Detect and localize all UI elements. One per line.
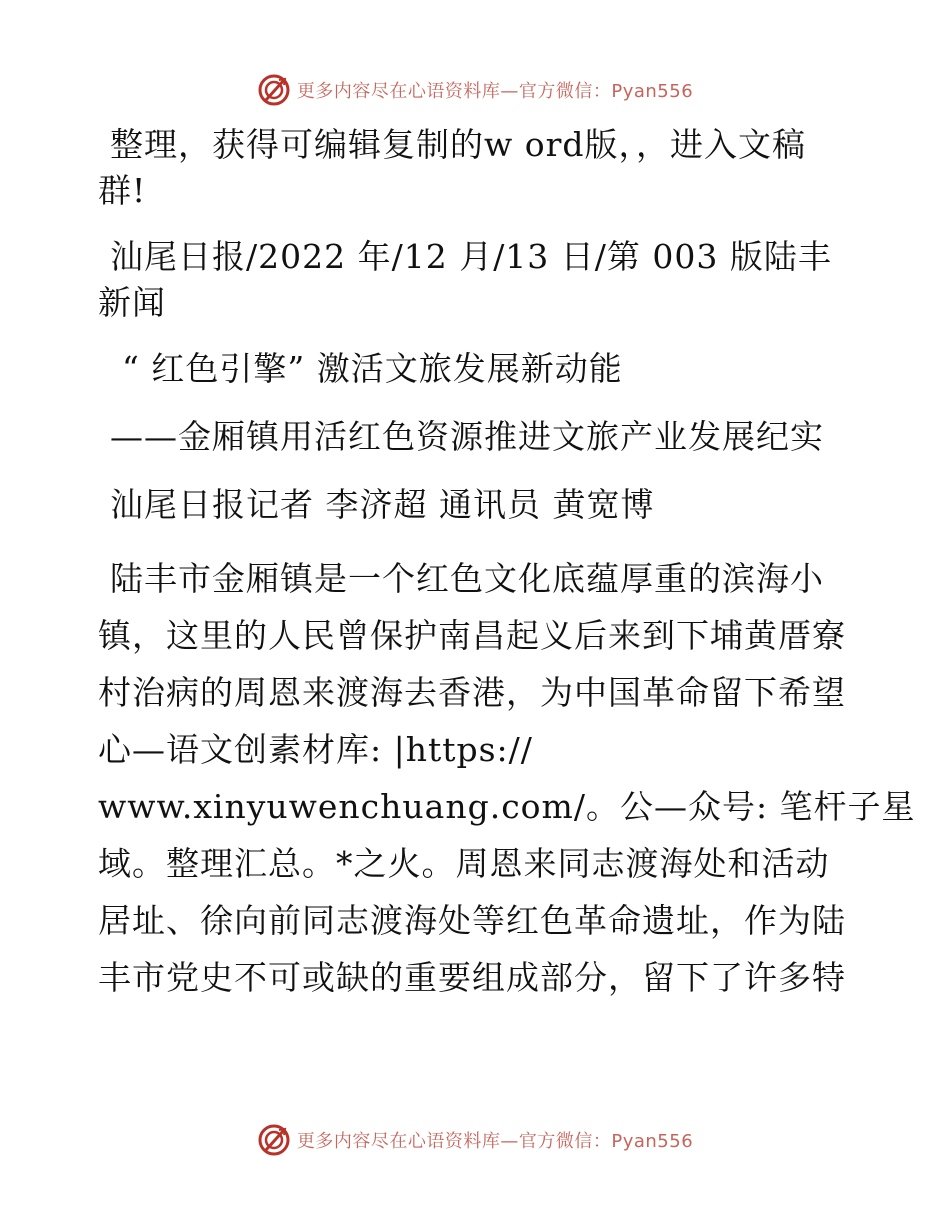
brand-logo-icon: [257, 1123, 291, 1157]
text-line: 域。整理汇总。*之火。周恩来同志渡海处和活动: [98, 844, 830, 883]
article-byline: 汕尾日报记者 李济超 通讯员 黄宽博: [110, 485, 655, 524]
footer-banner-text: 更多内容尽在心语资料库—官方微信：Pyan556: [296, 1131, 694, 1152]
text-line: 汕尾日报/2022 年/12 月/13 日/第 003 版陆丰: [110, 237, 832, 276]
text-line: 陆丰市金厢镇是一个红色文化底蕴厚重的滨海小: [110, 559, 824, 598]
text-line: 镇，这里的人民曾保护南昌起义后来到下埔黄厝寮: [98, 616, 846, 655]
footer-banner: [0, 1120, 950, 1160]
header-banner: [0, 70, 950, 110]
text-line: 群!: [98, 171, 147, 210]
text-line: 新闻: [98, 283, 166, 322]
text-line: 村治病的周恩来渡海去香港，为中国革命留下希望: [98, 673, 846, 712]
article-title: “ 红色引擎” 激活文旅发展新动能: [122, 349, 623, 388]
article-subtitle: ——金厢镇用活红色资源推进文旅产业发展纪实: [110, 417, 824, 456]
text-line: 心—语文创素材库: |https://: [98, 730, 533, 769]
document-body: [98, 122, 916, 1006]
text-line: 居址、徐向前同志渡海处等红色革命遗址，作为陆: [98, 901, 846, 940]
text-line: www.xinyuwenchuang.com/。公—众号: 笔杆子星: [98, 787, 916, 826]
text-line: 丰市党史不可或缺的重要组成部分，留下了许多特: [98, 958, 846, 997]
text-line: 整理，获得可编辑复制的w ord版，，进入文稿: [110, 125, 807, 164]
brand-logo-icon: [257, 73, 291, 107]
header-banner-text: 更多内容尽在心语资料库—官方微信：Pyan556: [296, 81, 694, 102]
